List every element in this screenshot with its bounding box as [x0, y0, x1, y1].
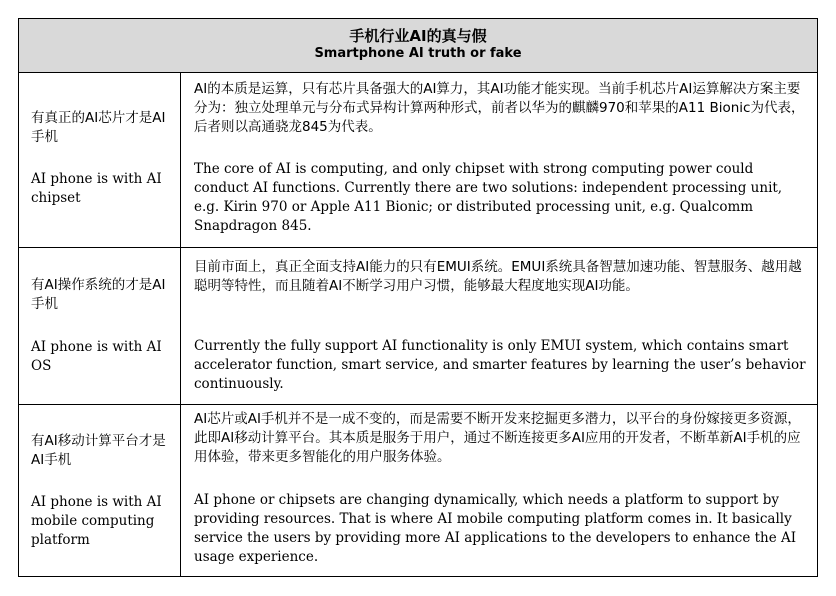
- table-row: [19, 247, 817, 404]
- table-row: [19, 73, 817, 247]
- row-label-en: AI phone is with AI mobile computing platform: [31, 494, 162, 548]
- row-content-cell: [181, 73, 817, 247]
- table-row: [19, 404, 817, 576]
- table-title-zh: 手机行业AI的真与假: [349, 27, 487, 45]
- row-content-en: Currently the fully support AI functionality is only EMUI system, which contains smart accelerator function, smart service, and smarter features by learning the user’s behavior continuously.: [194, 338, 806, 392]
- table-title-en: Smartphone AI truth or fake: [314, 46, 522, 61]
- row-label-zh: 有真正的AI芯片才是AI手机: [31, 110, 166, 145]
- comparison-table: [18, 18, 818, 577]
- row-content-zh: AI芯片或AI手机并不是一成不变的，而是需要不断开发来挖掘更多潜力，以平台的身份嫁接更多资源，此即AI移动计算平台。其本质是服务于用户，通过不断连接更多AI应用的开发者，不断革新AI手机的应用体验，带来更多智能化的用户服务体验。: [194, 411, 801, 465]
- row-label-cell: [19, 248, 181, 404]
- table-header: [19, 19, 817, 73]
- row-content-cell: [181, 405, 817, 576]
- row-label-cell: [19, 405, 181, 576]
- row-label-cell: [19, 73, 181, 247]
- row-label-zh: 有AI移动计算平台才是AI手机: [31, 433, 166, 468]
- row-content-zh: 目前市面上，真正全面支持AI能力的只有EMUI系统。EMUI系统具备智慧加速功能、智慧服务、越用越聪明等特性，而且随着AI不断学习用户习惯，能够最大程度地实现AI功能。: [194, 259, 802, 294]
- row-content-en: The core of AI is computing, and only chipset with strong computing power could conduct AI functions. Currently there are two solutions: independent processing unit, e.g. Kirin 970 or Apple A11 Bionic; or distributed processing unit, e.g. Qualcomm Snapdragon 845.: [194, 161, 783, 234]
- row-content-cell: [181, 248, 817, 404]
- row-content-en: AI phone or chipsets are changing dynamically, which needs a platform to support by providing resources. That is where AI mobile computing platform comes in. It basically service the users by providing more AI applications to the developers to enhance the AI usage experience.: [194, 492, 797, 565]
- row-label-en: AI phone is with AI chipset: [31, 171, 162, 206]
- row-label-zh: 有AI操作系统的才是AI手机: [31, 277, 166, 312]
- row-content-zh: AI的本质是运算，只有芯片具备强大的AI算力，其AI功能才能实现。当前手机芯片AI运算解决方案主要分为：独立处理单元与分布式异构计算两种形式，前者以华为的麒麟970和苹果的A11 Bionic为代表，后者则以高通骁龙845为代表。: [194, 81, 805, 135]
- row-label-en: AI phone is with AI OS: [31, 339, 162, 374]
